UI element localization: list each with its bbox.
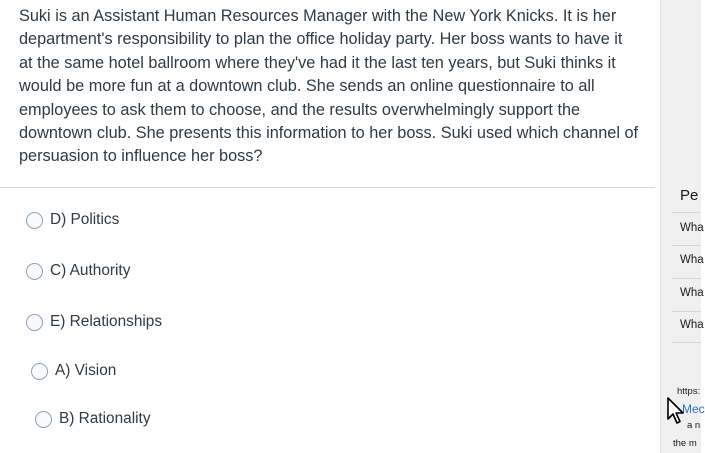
- option-e-relationships[interactable]: [26, 313, 162, 331]
- radio-button[interactable]: [26, 314, 43, 331]
- option-a-vision[interactable]: [31, 362, 116, 380]
- side-panel-text: a n: [687, 420, 701, 431]
- side-panel-item[interactable]: Wha: [680, 254, 704, 266]
- question-text: Suki is an Assistant Human Resources Manager with the New York Knicks. It is her department's responsibility to plan the office holiday party. Her boss wants to have it at the same hotel ballroom where they've had it the last ten years, but Suki thinks it would be more fun at a downtown club. She sends an online questionnaire to all employees to ask them to choose, and the results overwhelmingly support the downtown club. She presents this information to her boss. Suki used which channel of persuasion to influence her boss?: [19, 7, 639, 166]
- side-panel: [660, 0, 705, 453]
- side-panel-item[interactable]: Wha: [680, 319, 704, 331]
- option-label: A) Vision: [55, 362, 117, 379]
- side-panel-text: the m: [673, 438, 697, 449]
- option-label: D) Politics: [50, 211, 120, 228]
- radio-button[interactable]: [26, 263, 43, 280]
- mouse-pointer-icon: [667, 397, 687, 425]
- option-b-rationality[interactable]: [35, 410, 151, 428]
- radio-button[interactable]: [35, 411, 52, 428]
- separator: [672, 311, 701, 312]
- side-panel-item[interactable]: Wha: [680, 287, 704, 299]
- option-label: C) Authority: [50, 262, 131, 279]
- media-link[interactable]: Mec: [682, 402, 705, 416]
- option-c-authority[interactable]: [26, 262, 130, 280]
- radio-button[interactable]: [26, 212, 43, 229]
- radio-button[interactable]: [31, 363, 48, 380]
- url-text: https:: [677, 386, 701, 397]
- side-panel-heading: Pe: [680, 187, 699, 204]
- separator: [672, 212, 701, 213]
- side-panel-item[interactable]: Wha: [680, 222, 704, 234]
- separator: [672, 342, 701, 343]
- separator: [672, 245, 701, 246]
- option-d-politics[interactable]: [26, 211, 119, 229]
- separator: [672, 278, 701, 279]
- option-label: B) Rationality: [59, 410, 151, 427]
- option-label: E) Relationships: [50, 313, 163, 330]
